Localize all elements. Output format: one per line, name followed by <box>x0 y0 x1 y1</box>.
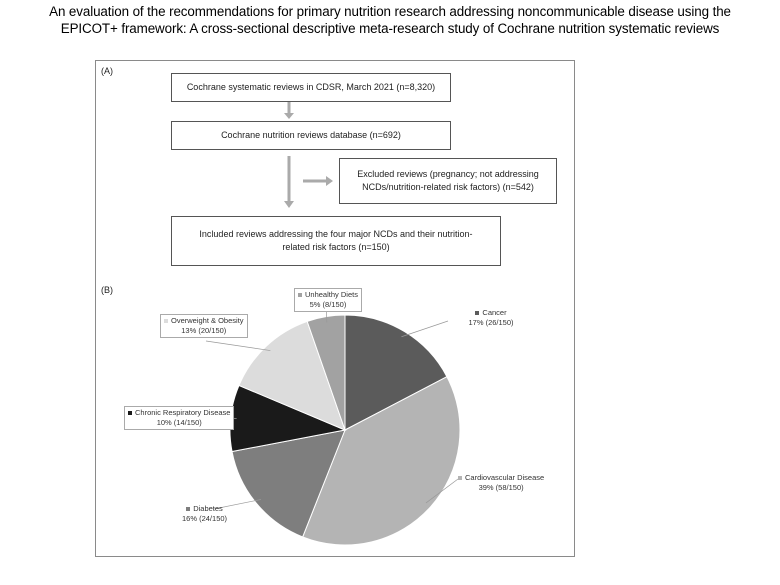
figure-panel <box>95 60 575 557</box>
callout-diabetes-value: 16% (24/150) <box>182 514 228 523</box>
callout-cardio-name: Cardiovascular Disease <box>465 473 545 482</box>
legend-swatch-chronic <box>128 411 132 415</box>
callout-diabetes-name: Diabetes <box>193 504 223 513</box>
leader-line-0 <box>401 321 448 337</box>
legend-swatch-overweight <box>164 319 168 323</box>
excluded-line-1: Excluded reviews (pregnancy; not addressing <box>357 169 539 179</box>
panel-a-label: (A) <box>101 66 113 76</box>
callout-cancer-value: 17% (26/150) <box>468 318 514 327</box>
callout-overweight-obesity <box>160 314 248 338</box>
callout-overweight-name: Overweight & Obesity <box>171 316 244 325</box>
box-nutrition-text: Cochrane nutrition reviews database (n=692) <box>221 130 401 140</box>
callout-diabetes <box>182 504 227 524</box>
leader-line-4 <box>206 341 270 351</box>
callout-cancer-name: Cancer <box>482 308 507 317</box>
callout-chronic-value: 10% (14/150) <box>156 418 202 427</box>
callout-unhealthy-diets <box>294 288 362 312</box>
callout-overweight-value: 13% (20/150) <box>181 326 227 335</box>
callout-unhealthy-value: 5% (8/150) <box>309 300 347 309</box>
box-cdsr-text: Cochrane systematic reviews in CDSR, March 2021 (n=8,320) <box>186 82 436 92</box>
title-line-1: An evaluation of the recommendations for primary nutrition research addressing noncommunicable disease using the <box>49 4 731 19</box>
callout-unhealthy-name: Unhealthy Diets <box>305 290 358 299</box>
legend-swatch-cardio <box>458 476 462 480</box>
callout-chronic-respiratory <box>124 406 234 430</box>
callout-cardiovascular <box>458 473 544 493</box>
included-line-2: related risk factors (n=150) <box>282 242 390 252</box>
callout-cardio-value: 39% (58/150) <box>478 483 524 492</box>
callout-chronic-name: Chronic Respiratory Disease <box>135 408 231 417</box>
excluded-line-2: NCDs/nutrition-related risk factors) (n=542) <box>362 182 534 192</box>
title-line-2: EPICOT+ framework: A cross-sectional descriptive meta-research study of Cochrane nutrition systematic reviews <box>60 21 720 36</box>
legend-swatch-unhealthy <box>298 293 302 297</box>
legend-swatch-diabetes <box>186 507 190 511</box>
figure-title <box>0 3 780 37</box>
legend-swatch-cancer <box>475 311 479 315</box>
included-line-1: Included reviews addressing the four major NCDs and their nutrition- <box>199 229 473 239</box>
panel-b-label: (B) <box>101 285 113 295</box>
callout-cancer <box>456 308 526 328</box>
